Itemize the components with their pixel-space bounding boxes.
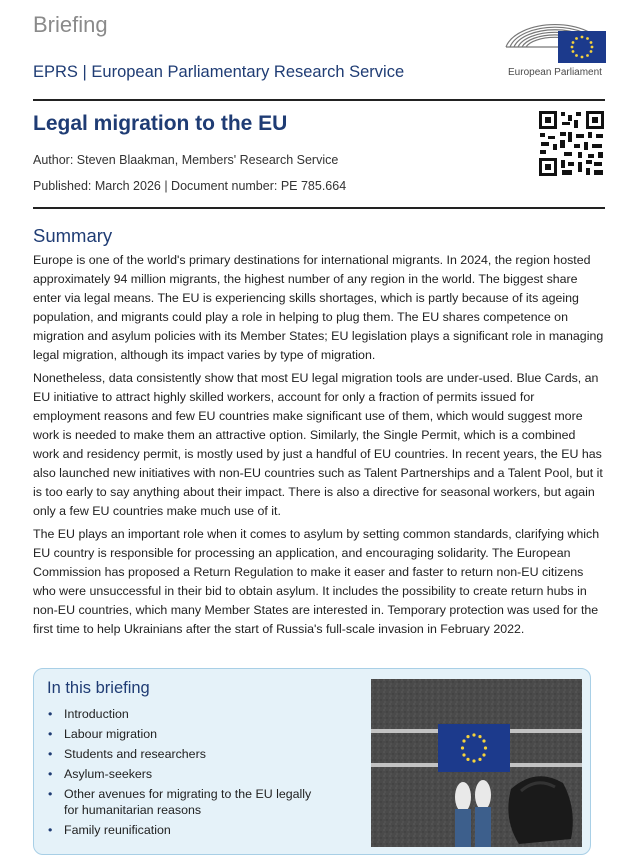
eprs-service-name: EPRS | European Parliamentary Research Service xyxy=(33,63,405,81)
in-this-briefing-box xyxy=(33,668,591,855)
header-divider xyxy=(33,99,605,101)
list-item[interactable]: • Labour migration xyxy=(47,726,317,742)
briefing-contents-list xyxy=(47,706,317,842)
author-line: Author: Steven Blaakman, Members' Research Service xyxy=(33,153,339,167)
published-line: Published: March 2026 | Document number: PE 785.664 xyxy=(33,179,347,193)
document-title: Legal migration to the EU xyxy=(33,112,288,135)
summary-paragraph-1: Europe is one of the world's primary destinations for international migrants. In 2024, the region hosted approximately 94 million migrants, the highest number of any region in the world. The biggest share enter via legal means. The EU is experiencing skills shortages, which is partly because of its ageing population, and migrants could play a role in helping to plug them. The EU shares competence on migration and asylum policies with its Member States; EU legislation plays a significant role in managing legal migration, although its impact varies by type of migration. xyxy=(33,253,604,362)
list-item[interactable]: • Other avenues for migrating to the EU legally for humanitarian reasons xyxy=(47,786,317,818)
summary-paragraph-3: The EU plays an important role when it comes to asylum by setting common standards, clarifying which EU country is responsible for processing an application, and encouraging solidarity. The European Commission has proposed a Return Regulation to make it easer and faster to return non-EU citizens who were unsuccessful in their bid to obtain asylum. It includes the possibility to create return hubs in non-EU countries, which many Member States are interested in. Temporary protection was used for the first time to help Ukrainians after the start of Russia's full-scale invasion in February 2022. xyxy=(33,527,600,636)
cover-photo xyxy=(371,679,582,847)
in-this-briefing-title: In this briefing xyxy=(47,679,150,697)
qr-code-icon[interactable] xyxy=(538,110,605,177)
summary-paragraph-2: Nonetheless, data consistently show that most EU legal migration tools are under-used. Blue Cards, an EU initiative to attract highly skilled workers, account for only a fraction of permits issued for employment reasons and few EU countries make significant use of them, which would suggest more work is needed to make them an attractive option. Similarly, the Single Permit, which is a combined work and residency permit, is mostly used by just a handful of EU countries. In recent years, the EU has also launched new initiatives with non-EU countries such as Talent Partnerships and a Talent Pool, but it is too early to say anything about their impact. There is also a directive for seasonal workers, but again only a few EU countries make much use of it. xyxy=(33,371,603,518)
logo-caption: European Parliament xyxy=(508,67,602,78)
eu-flag-on-ground xyxy=(438,724,510,772)
summary-heading: Summary xyxy=(33,225,113,246)
list-item[interactable]: • Asylum-seekers xyxy=(47,766,317,782)
backpack-icon xyxy=(508,776,572,844)
list-item[interactable]: • Introduction xyxy=(47,706,317,722)
list-item[interactable]: • Family reunification xyxy=(47,822,317,838)
briefing-label: Briefing xyxy=(33,12,108,37)
title-divider xyxy=(33,207,605,209)
list-item[interactable]: • Students and researchers xyxy=(47,746,317,762)
